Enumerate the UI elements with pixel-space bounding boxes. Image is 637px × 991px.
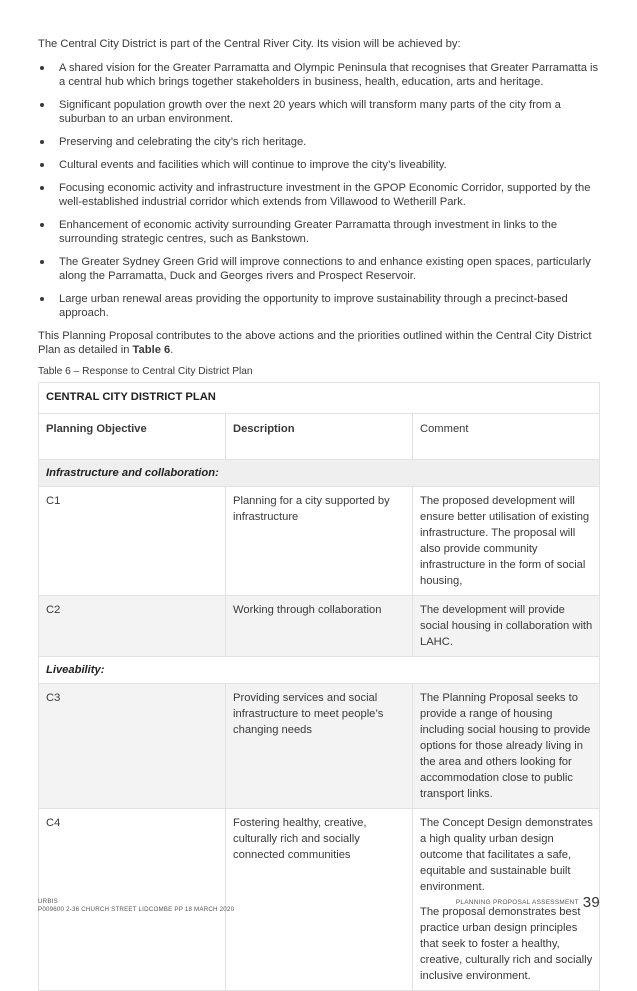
comment-paragraph: The development will provide social housing in collaboration with LAHC. bbox=[420, 604, 593, 648]
footer-reference: P009600 2-36 CHURCH STREET LIDCOMBE PP 18 MARCH 2020 bbox=[38, 906, 235, 913]
bullet-item: Large urban renewal areas providing the opportunity to improve sustainability through a precinct-based approach. bbox=[38, 292, 600, 320]
row-description: Providing services and social infrastructure to meet people’s changing needs bbox=[226, 684, 413, 809]
comment-paragraph: The proposal demonstrates best practice urban design principles that seek to foster a healthy, creative, culturally rich and socially inclusive environment. bbox=[420, 906, 593, 982]
section-heading: Liveability: bbox=[39, 657, 600, 684]
row-code: C1 bbox=[39, 487, 226, 596]
table-row bbox=[39, 684, 600, 809]
footer-left bbox=[38, 898, 234, 914]
intro-paragraph: The Central City District is part of the Central River City. Its vision will be achieved by: bbox=[38, 38, 461, 50]
page-number: 39 bbox=[582, 894, 600, 911]
table-row bbox=[39, 487, 600, 596]
bullet-item: Preserving and celebrating the city’s rich heritage. bbox=[38, 135, 600, 149]
bullet-item: Significant population growth over the next 20 years which will transform many parts of the city from a suburban to an urban environment. bbox=[38, 98, 600, 126]
closing-paragraph bbox=[38, 329, 600, 357]
row-description: Fostering healthy, creative, culturally rich and socially connected communities bbox=[226, 809, 413, 991]
header-description: Description bbox=[226, 414, 413, 460]
bullet-item: Cultural events and facilities which will continue to improve the city’s liveability. bbox=[38, 158, 600, 172]
row-code: C4 bbox=[39, 809, 226, 991]
row-description: Working through collaboration bbox=[226, 596, 413, 657]
closing-text: This Planning Proposal contributes to the above actions and the priorities outlined within the Central City District Plan as detailed in bbox=[38, 330, 592, 356]
bullet-item: The Greater Sydney Green Grid will improve connections to and enhance existing open spaces, particularly along the Parramatta, Duck and Georges rivers and Prospect Reservoir. bbox=[38, 255, 600, 283]
header-objective: Planning Objective bbox=[39, 414, 226, 460]
row-comment bbox=[413, 487, 600, 596]
comment-paragraph: The Concept Design demonstrates a high quality urban design outcome that facilitates a safe, equitable and sustainable built environment. bbox=[420, 817, 593, 893]
header-comment: Comment bbox=[413, 414, 600, 460]
section-row-liveability bbox=[39, 657, 600, 684]
page-body bbox=[38, 37, 600, 991]
bullet-item: Focusing economic activity and infrastructure investment in the GPOP Economic Corridor, supported by the well-established industrial corridor which extends from Villawood to Wetherill Park. bbox=[38, 181, 600, 209]
footer-company: URBIS bbox=[38, 898, 58, 905]
section-heading: Infrastructure and collaboration: bbox=[39, 460, 600, 487]
bullet-item: Enhancement of economic activity surrounding Greater Parramatta through investment in links to the surrounding strategic centres, such as Bankstown. bbox=[38, 218, 600, 246]
comment-paragraph: The Planning Proposal seeks to provide a range of housing including social housing to provide options for those already living in the area and others looking for accommodation close to public transport links. bbox=[420, 692, 591, 800]
row-description: Planning for a city supported by infrastructure bbox=[226, 487, 413, 596]
footer-right bbox=[456, 896, 600, 910]
table-caption: Table 6 – Response to Central City District Plan bbox=[38, 366, 253, 377]
row-code: C3 bbox=[39, 684, 226, 809]
row-comment bbox=[413, 684, 600, 809]
footer-section: PLANNING PROPOSAL ASSESSMENT bbox=[455, 899, 579, 906]
row-code: C2 bbox=[39, 596, 226, 657]
table-title: CENTRAL CITY DISTRICT PLAN bbox=[39, 383, 600, 414]
section-row-infrastructure bbox=[39, 460, 600, 487]
vision-bullet-list bbox=[38, 61, 600, 320]
comment-paragraph: The proposed development will ensure better utilisation of existing infrastructure. The proposal will also provide community infrastructure in the form of social housing, bbox=[420, 495, 590, 587]
table-header-row bbox=[39, 414, 600, 460]
closing-end: . bbox=[170, 344, 174, 356]
row-comment bbox=[413, 596, 600, 657]
table-reference: Table 6 bbox=[132, 344, 171, 356]
table-row bbox=[39, 596, 600, 657]
bullet-item: A shared vision for the Greater Parramatta and Olympic Peninsula that recognises that Greater Parramatta is a central hub which brings together stakeholders in business, health, education, arts and heritage. bbox=[38, 61, 600, 89]
table-title-row bbox=[39, 383, 600, 414]
